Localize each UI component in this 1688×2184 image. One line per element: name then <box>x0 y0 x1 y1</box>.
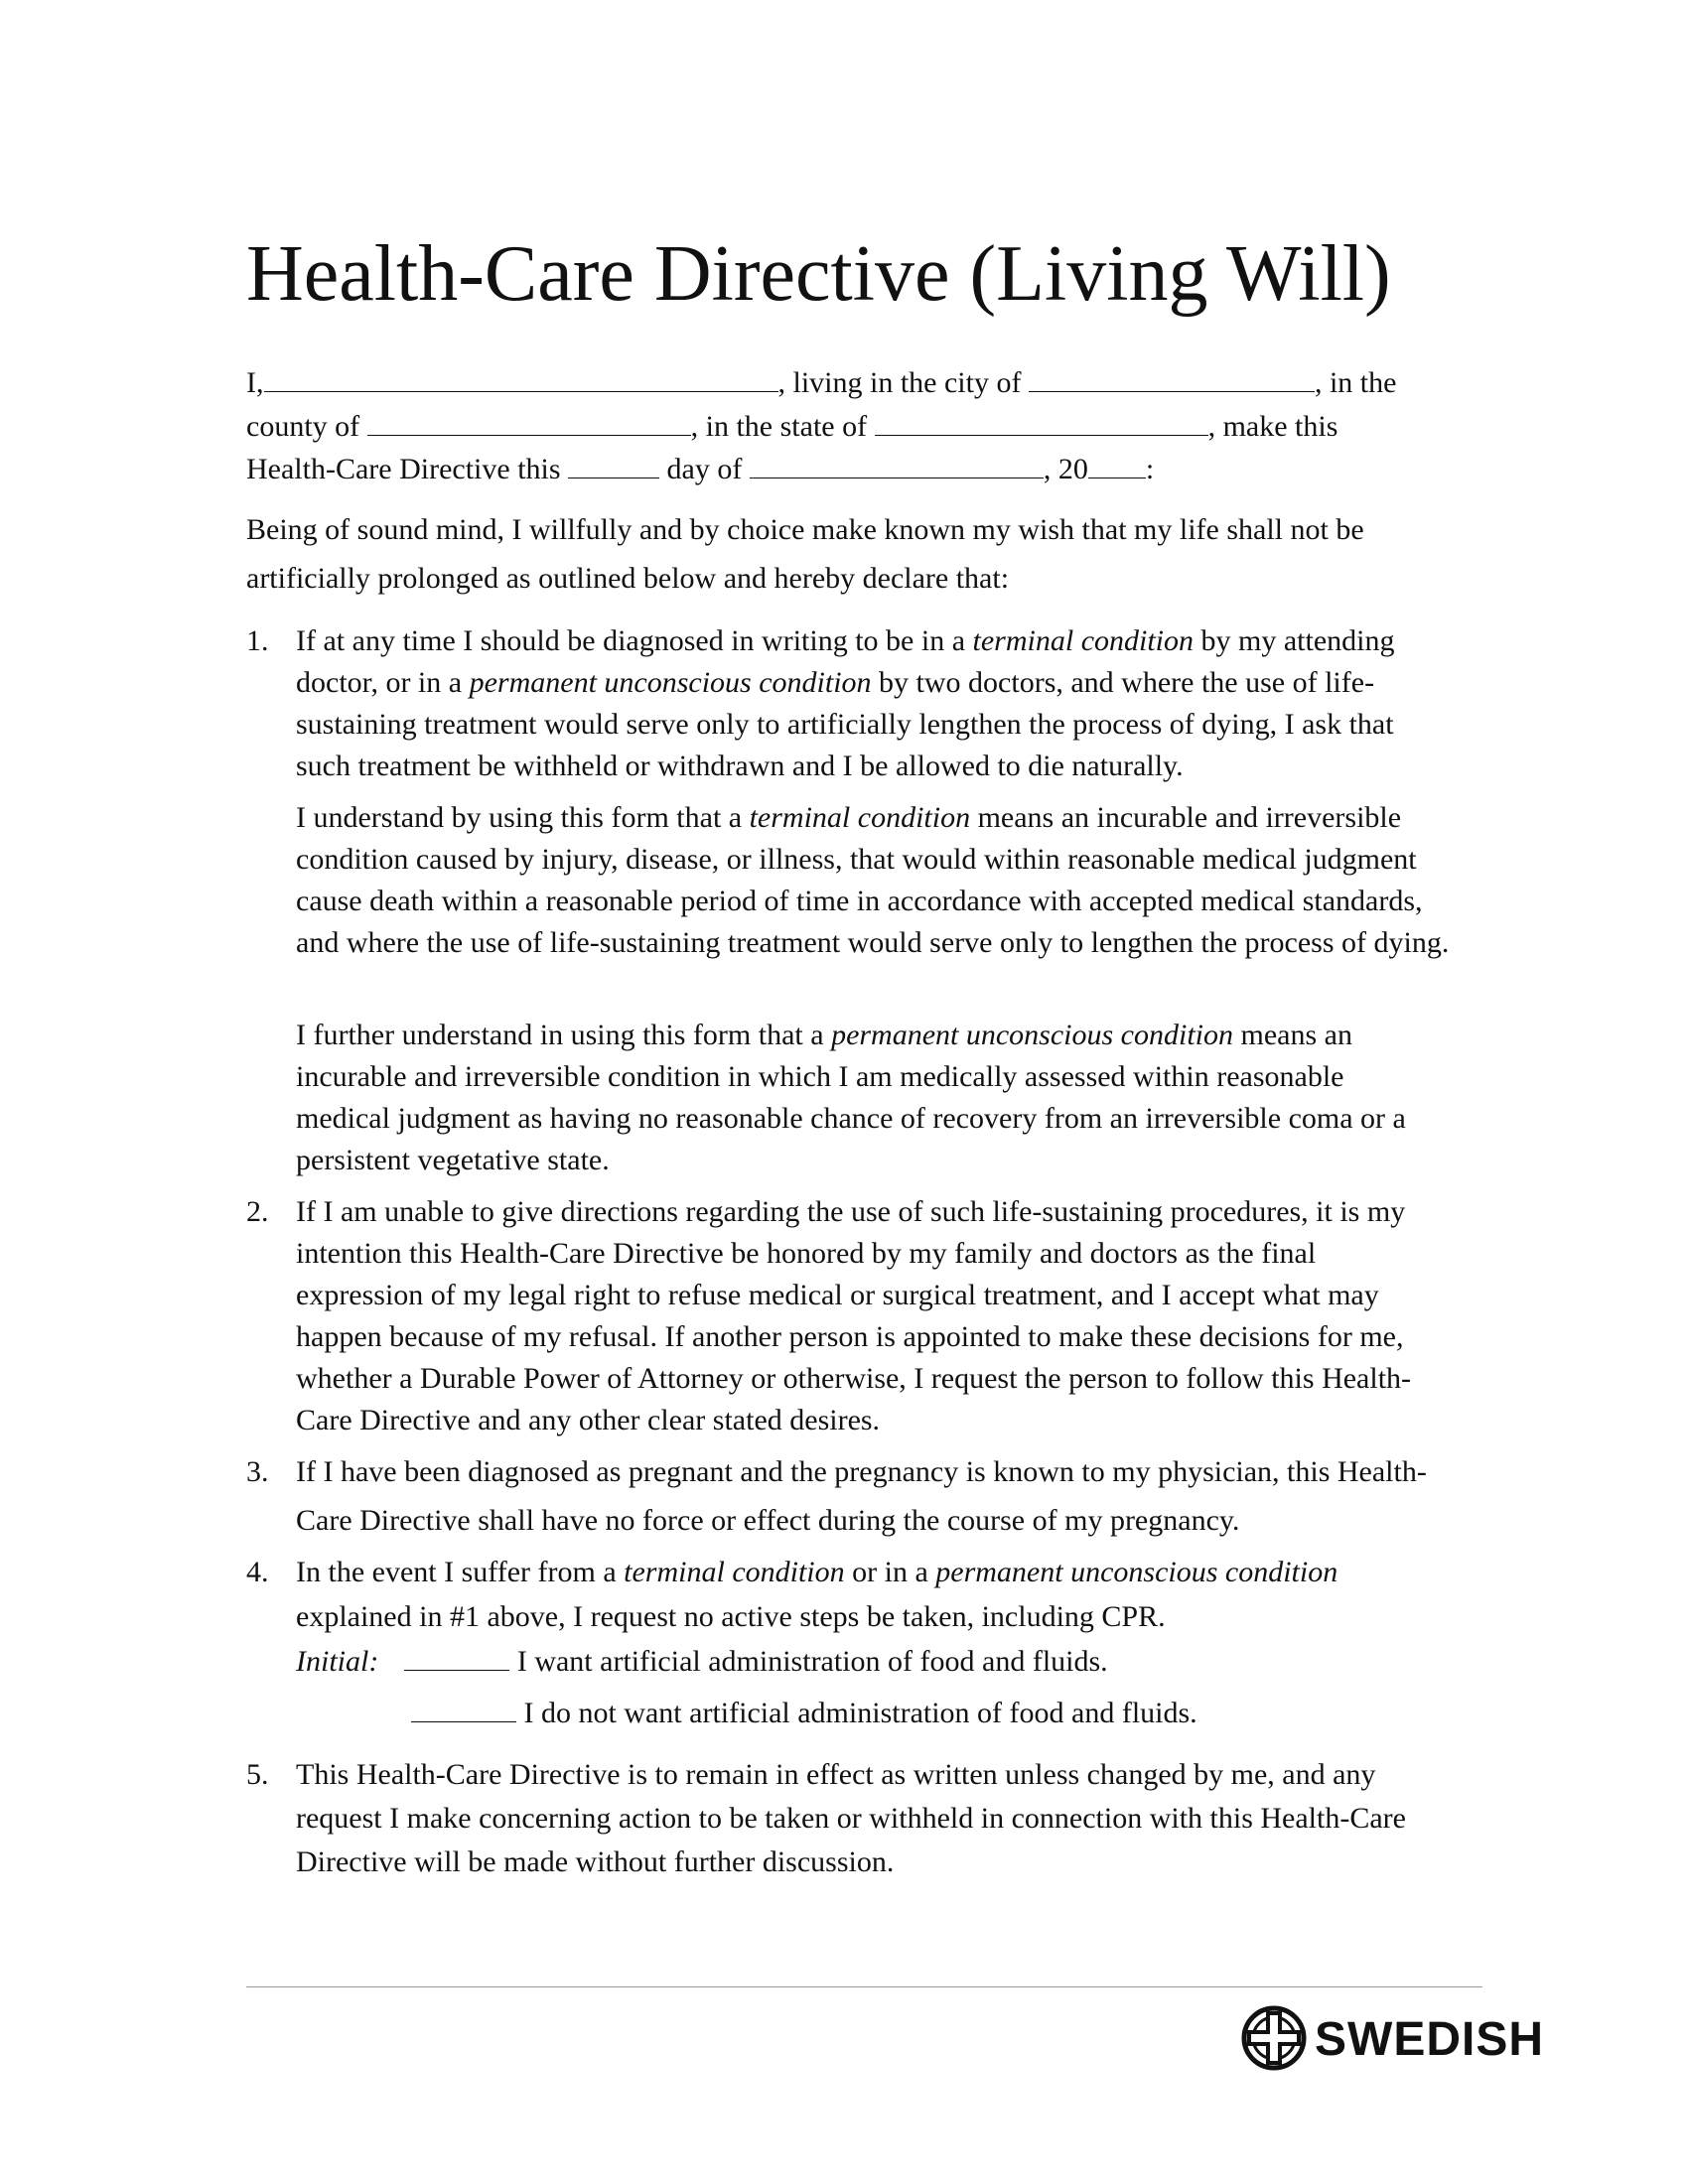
initial-do-not-want-blank[interactable] <box>411 1696 516 1722</box>
text: by my attending <box>1200 624 1395 657</box>
text: If at any time I should be diagnosed in writing to be in a <box>296 624 966 657</box>
item-2-line-1: If I am unable to give directions regarding the use of such life-sustaining procedures, it is my <box>296 1195 1406 1228</box>
item-1-line-4: such treatment be withheld or withdrawn and I be allowed to die naturally. <box>296 750 1184 782</box>
item-1-para-2-line-3: cause death within a reasonable period of time in accordance with accepted medical standards, <box>296 885 1423 917</box>
item-1-line-1 <box>296 621 1395 661</box>
item-2-line-4: happen because of my refusal. If another person is appointed to make these decisions for me, <box>296 1320 1404 1353</box>
swedish-logo <box>1239 2003 1545 2077</box>
text: means an <box>1240 1019 1352 1051</box>
intro-line-2: artificially prolonged as outlined below and hereby declare that: <box>246 562 1010 595</box>
item-3-number: 3. <box>246 1455 269 1488</box>
text: terminal condition <box>624 1556 845 1588</box>
item-5-line-2: request I make concerning action to be taken or withheld in connection with this Health-Care <box>296 1802 1406 1835</box>
day-blank[interactable] <box>568 452 659 478</box>
text: terminal condition <box>749 801 971 834</box>
city-blank[interactable] <box>1029 365 1315 392</box>
item-1-para-2-line-1 <box>296 798 1401 838</box>
text: Health-Care Directive this <box>246 453 561 485</box>
text: In the event I suffer from a <box>296 1556 617 1588</box>
text: , in the state of <box>690 410 868 443</box>
item-5-line-1: This Health-Care Directive is to remain in effect as written unless changed by me, and any <box>296 1758 1376 1791</box>
item-4-line-2: explained in #1 above, I request no active steps be taken, including CPR. <box>296 1600 1166 1633</box>
item-2-line-2: intention this Health-Care Directive be honored by my family and doctors as the final <box>296 1237 1317 1270</box>
item-2-line-5: whether a Durable Power of Attorney or otherwise, I request the person to follow this Health- <box>296 1362 1412 1395</box>
swedish-logo-icon <box>1239 2003 1309 2073</box>
document-title: Health-Care Directive (Living Will) <box>246 230 1391 318</box>
header-line-2 <box>246 407 1337 447</box>
text: by two doctors, and where the use of life- <box>879 666 1375 699</box>
text: , make this <box>1207 410 1338 443</box>
item-3-line-1: If I have been diagnosed as pregnant and the pregnancy is known to my physician, this Health- <box>296 1455 1427 1488</box>
item-1-line-3: sustaining treatment would serve only to artificially lengthen the process of dying, I ask that <box>296 708 1394 741</box>
text: I do not want artificial administration of food and fluids. <box>523 1697 1197 1729</box>
item-2-line-6: Care Directive and any other clear stated desires. <box>296 1404 881 1436</box>
text: doctor, or in a <box>296 666 463 699</box>
item-1-para-3-line-4: persistent vegetative state. <box>296 1144 610 1176</box>
state-blank[interactable] <box>875 409 1208 436</box>
item-2-number: 2. <box>246 1195 269 1228</box>
text: I, <box>246 366 264 399</box>
text: or in a <box>852 1556 928 1588</box>
item-4-line-1 <box>296 1553 1337 1592</box>
item-2-line-3: expression of my legal right to refuse medical or surgical treatment, and I accept what may <box>296 1279 1379 1311</box>
item-1-para-3-line-3: medical judgment as having no reasonable chance of recovery from an irreversible coma or a <box>296 1102 1406 1135</box>
footer-divider <box>246 1986 1482 1987</box>
text: day of <box>666 453 743 485</box>
initial-label: Initial: <box>296 1645 379 1678</box>
text: : <box>1145 453 1155 485</box>
text: , living in the city of <box>777 366 1022 399</box>
intro-line-1: Being of sound mind, I willfully and by choice make known my wish that my life shall not be <box>246 513 1364 546</box>
year-blank[interactable] <box>1088 452 1146 478</box>
month-blank[interactable] <box>750 452 1044 478</box>
text: I further understand in using this form that a <box>296 1019 824 1051</box>
item-1-para-2-line-2: condition caused by injury, disease, or illness, that would within reasonable medical judgment <box>296 843 1417 876</box>
initial-want-blank[interactable] <box>404 1644 509 1671</box>
text: I understand by using this form that a <box>296 801 743 834</box>
header-line-3 <box>246 450 1154 489</box>
text: permanent unconscious condition <box>469 666 872 699</box>
text: permanent unconscious condition <box>935 1556 1338 1588</box>
swedish-logo-text: SWEDISH <box>1315 2013 1545 2066</box>
header-line-1 <box>246 363 1396 403</box>
item-4-number: 4. <box>246 1556 269 1588</box>
county-blank[interactable] <box>367 409 691 436</box>
item-1-para-3-line-1 <box>296 1016 1352 1055</box>
text: , in the <box>1314 366 1397 399</box>
text: county of <box>246 410 360 443</box>
item-4-initial-line-1 <box>296 1642 1108 1682</box>
item-3-line-2: Care Directive shall have no force or effect during the course of my pregnancy. <box>296 1504 1240 1537</box>
item-1-para-3-line-2: incurable and irreversible condition in which I am medically assessed within reasonable <box>296 1060 1344 1093</box>
text: terminal condition <box>972 624 1195 657</box>
item-4-initial-line-2 <box>411 1694 1197 1733</box>
name-blank[interactable] <box>264 365 778 392</box>
text: I want artificial administration of food and fluids. <box>516 1645 1108 1678</box>
text: means an incurable and irreversible <box>977 801 1402 834</box>
item-5-line-3: Directive will be made without further discussion. <box>296 1845 895 1878</box>
text: , 20 <box>1043 453 1088 485</box>
item-1-number: 1. <box>246 624 269 657</box>
text: permanent unconscious condition <box>831 1019 1234 1051</box>
item-1-para-2-line-4: and where the use of life-sustaining treatment would serve only to lengthen the process of dying. <box>296 926 1450 959</box>
item-5-number: 5. <box>246 1758 269 1791</box>
item-1-line-2 <box>296 663 1374 703</box>
